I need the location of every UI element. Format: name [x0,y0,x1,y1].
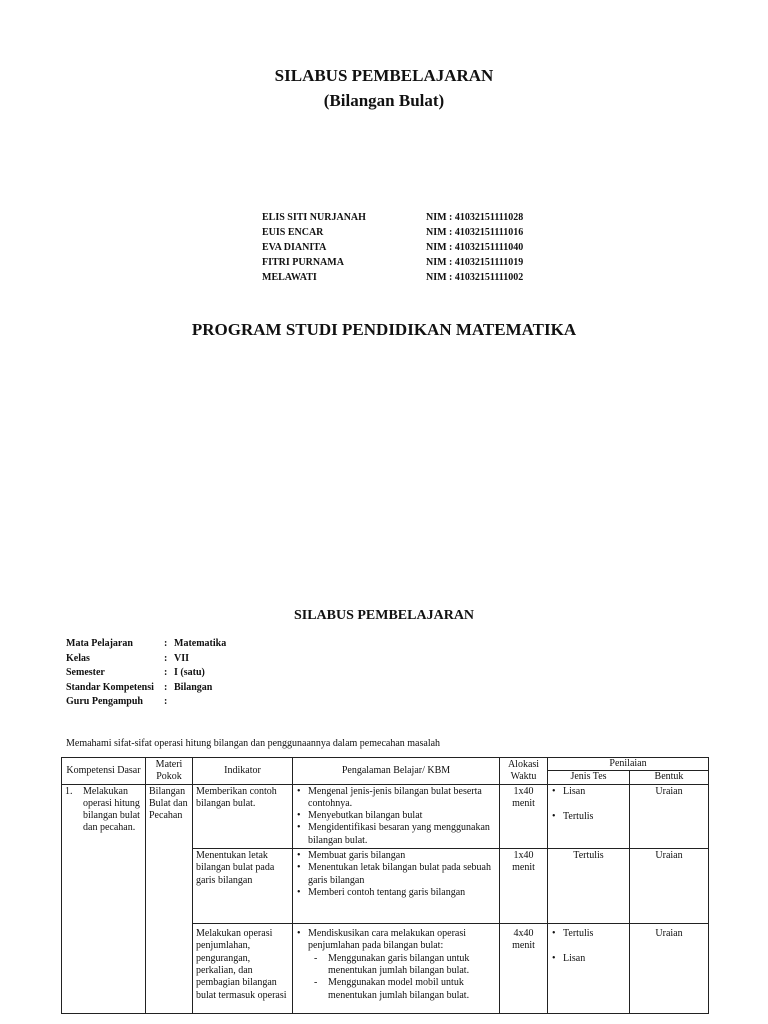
member-name: EVA DIANITA [262,242,327,253]
syllabus-meta [66,637,226,710]
meta-row [66,695,226,710]
member-row [262,225,523,240]
member-row [262,270,523,285]
header-bentuk: Bentuk [630,771,709,784]
list-item: • Menentukan letak bilangan bulat pada sebuah garis bilangan [296,862,496,887]
member-nim: NIM : 41032151111019 [426,257,524,268]
member-name: FITRI PURNAMA [262,257,344,268]
meta-row [66,666,226,681]
meta-value: VII [174,652,190,664]
header-indikator: Indikator [193,758,293,785]
table-row [62,784,709,848]
meta-key: Guru Pengampuh [66,696,143,707]
table-header-row [62,758,709,771]
cell-indikator: Menentukan letak bilangan bulat pada garis bilangan [193,849,293,924]
meta-colon: : [164,696,168,707]
meta-value: Matematika [174,638,227,649]
member-nim: NIM : 41032151111028 [426,212,524,223]
meta-row [66,637,226,652]
cell-bentuk: Uraian [630,924,709,1014]
meta-colon: : [164,667,168,678]
cell-jenis-tes: Tertulis [548,849,630,924]
header-materi: Materi Pokok [146,758,193,785]
meta-colon: : [164,681,168,693]
member-list [262,210,523,285]
member-row [262,210,523,225]
cell-kbm [293,849,500,924]
cell-bentuk: Uraian [630,849,709,924]
member-name: EUIS ENCAR [262,227,324,238]
cell-alokasi: 4x40 menit [500,924,548,1014]
member-nim: NIM : 41032151111016 [426,227,524,238]
member-name: ELIS SITI NURJANAH [262,212,366,223]
list-item: • Mendiskusikan cara melakukan operasi penjumlahan pada bilangan bulat: [296,928,496,953]
cell-bentuk: Uraian [630,784,709,848]
header-kompetensi: Kompetensi Dasar [62,758,146,785]
syllabus-title: SILABUS PEMBELAJARAN [293,608,475,623]
meta-row [66,652,226,667]
cell-materi: Bilangan Bulat dan Pecahan [146,784,193,1013]
list-item: • Tertulis [551,928,626,940]
cell-indikator: Memberikan contoh bilangan bulat. [193,784,293,848]
member-nim: NIM : 41032151111002 [426,272,524,283]
meta-key: Standar Kompetensi [66,681,154,693]
meta-colon: : [164,638,168,649]
meta-key: Mata Pelajaran [66,638,133,649]
header-jenis-tes: Jenis Tes [548,771,630,784]
list-item: - Menggunakan garis bilangan untuk menentukan jumlah bilangan bulat. [314,953,496,978]
list-item: • Menyebutkan bilangan bulat [296,810,496,822]
list-item: • Memberi contoh tentang garis bilangan [296,887,496,899]
list-item: • Membuat garis bilangan [296,850,496,862]
header-alokasi: Alokasi Waktu [500,758,548,785]
meta-key: Semester [66,667,105,678]
header-penilaian: Penilaian [548,758,709,771]
kd-number: 1. [65,785,73,797]
list-item: • Tertulis [551,811,626,823]
member-row [262,255,523,270]
list-item: - Menggunakan model mobil untuk menentukan jumlah bilangan bulat. [314,977,496,1002]
cell-alokasi: 1x40 menit [500,849,548,924]
list-item: • Mengidentifikasi besaran yang menggunakan bilangan bulat. [296,822,496,847]
list-item: • Lisan [551,953,626,965]
kd-text: Melakukan operasi hitung bilangan bulat dan pecahan. [83,785,140,834]
cell-kompetensi [62,784,146,1013]
cell-kbm [293,924,500,1014]
list-item: • Lisan [551,786,626,798]
cell-jenis-tes [548,784,630,848]
cell-alokasi: 1x40 menit [500,784,548,848]
meta-key: Kelas [66,652,90,664]
member-name: MELAWATI [262,272,317,283]
header-pengalaman: Pengalaman Belajar/ KBM [293,758,500,785]
program-title: PROGRAM STUDI PENDIDIKAN MATEMATIKA [191,320,577,339]
meta-value: Bilangan [174,681,213,693]
cover-subtitle: (Bilangan Bulat) [323,91,445,110]
cover-title: SILABUS PEMBELAJARAN [274,66,494,85]
member-nim: NIM : 41032151111040 [426,242,524,253]
cell-jenis-tes [548,924,630,1014]
meta-colon: : [164,652,168,664]
list-item: • Mengenal jenis-jenis bilangan bulat beserta contohnya. [296,786,496,811]
member-row [262,240,523,255]
syllabus-table [61,757,709,1014]
standard-statement: Memahami sifat-sifat operasi hitung bilangan dan penggunaannya dalam pemecahan masalah [66,738,441,749]
cell-kbm [293,784,500,848]
meta-row [66,681,226,696]
cell-indikator: Melakukan operasi penjumlahan, pengurangan, perkalian, dan pembagian bilangan bulat termasuk operasi [193,924,293,1014]
meta-value: I (satu) [174,667,205,678]
